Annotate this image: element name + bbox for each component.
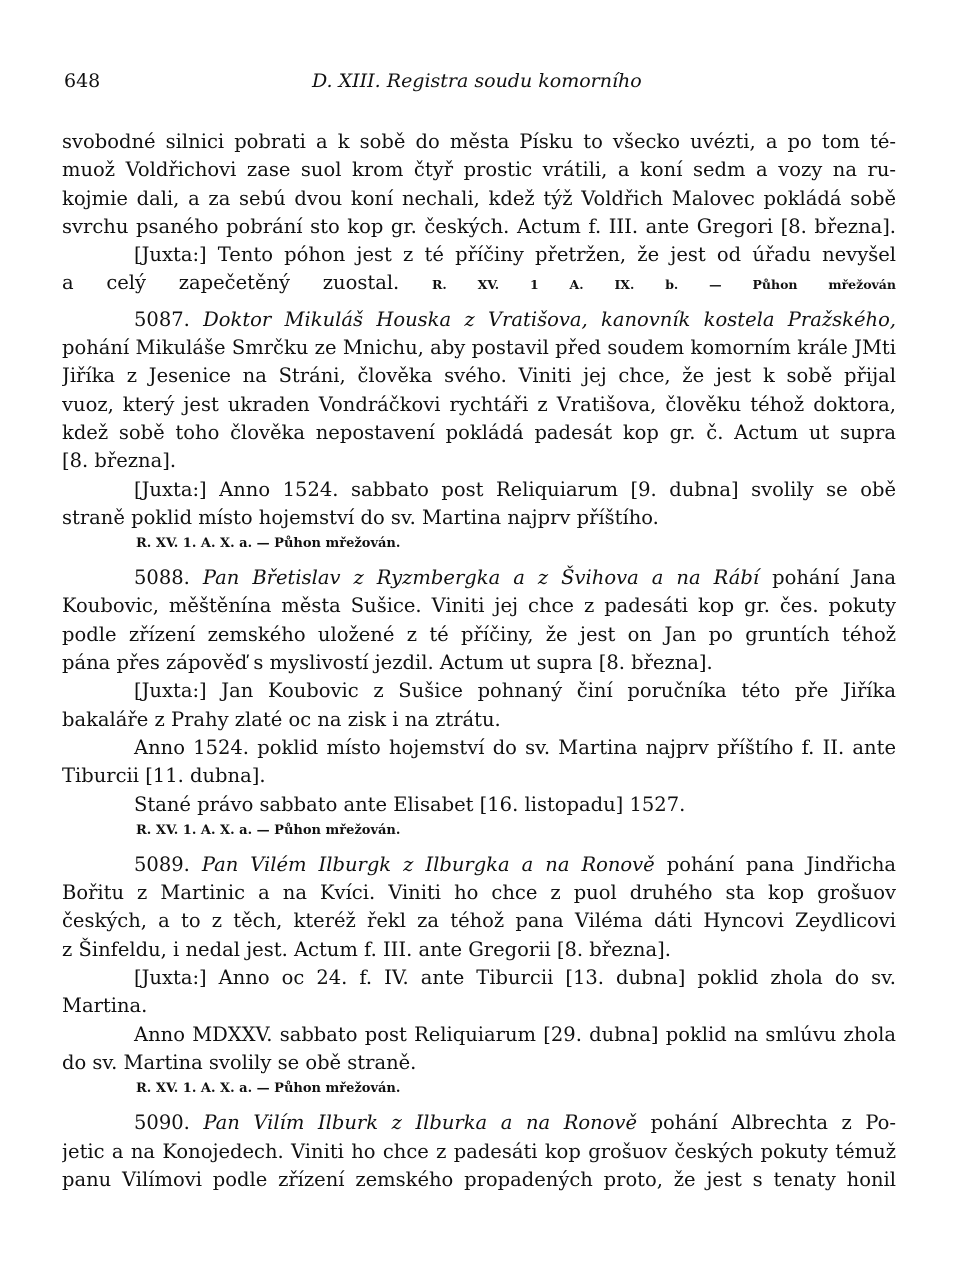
text-line: [Juxta:] Jan Koubovic z Sušice pohnaný činí poručníka této pře Jiříka	[134, 679, 896, 703]
body-text	[62, 128, 896, 1194]
text-line: jetic a na Konojedech. Viniti ho chce z padesáti kop grošuov českých pokuty témuž	[62, 1139, 896, 1163]
text-line: Martina.	[62, 994, 148, 1018]
text-line: do sv. Martina svolily se obě straně.	[62, 1050, 417, 1074]
text-span: pohání pana Jindřicha	[666, 852, 896, 876]
text-line: [Juxta:] Tento póhon jest z té příčiny přetržen, že jest od úřadu nevyšel	[134, 243, 896, 267]
register-reference: R. XV. 1 A. IX. b. — Půhon mřežován	[431, 277, 896, 293]
text-line: českých, a to z těch, kteréž řekl za téhož pana Viléma dáti Hyncovi Zeydlicovi	[62, 909, 896, 933]
entry-5090	[62, 1109, 896, 1137]
text-line: Tiburcii [11. dubna].	[62, 764, 266, 788]
text-line: Bořitu z Martinic a na Kvíci. Viniti ho chce z puol druhého sta kop grošuov	[62, 881, 896, 905]
text-line: kdež sobě toho člověka nepostavení pokládá padesát kop gr. č. Actum ut supra	[62, 420, 896, 444]
text-line: [Juxta:] Anno oc 24. f. IV. ante Tiburcii [13. dubna] poklid zhola do sv.	[134, 966, 896, 990]
entry-plaintiff: Pan Břetislav z Ryzmbergka a z Švihova a na Rábí	[202, 566, 760, 590]
text-line: pána přes zápověď s myslivostí jezdil. Actum ut supra [8. března].	[62, 651, 713, 675]
text-line: vuoz, který jest ukraden Vondráčkovi rychtáři z Vratišova, člověku téhož doktora,	[62, 392, 896, 416]
entry-number: 5089.	[134, 852, 190, 876]
entry-5089	[62, 851, 896, 879]
entry-number: 5088.	[134, 566, 190, 590]
text-span: a celý zapečetěný zuostal.	[62, 271, 400, 295]
text-span: pohání Albrechta z Po-	[650, 1111, 896, 1135]
text-line: straně poklid místo hojemství do sv. Martina najprv příštího.	[62, 505, 659, 529]
text-line: Stané právo sabbato ante Elisabet [16. listopadu] 1527.	[134, 792, 686, 816]
entry-plaintiff: Doktor Mikuláš Houska z Vratišova, kanovník kostela Pražského,	[203, 307, 896, 331]
text-line: pohání Mikuláše Smrčku ze Mnichu, aby postavil před soudem komorním krále JMti	[62, 336, 896, 360]
text-line: bakaláře z Prahy zlaté oc na zisk i na ztrátu.	[62, 707, 501, 731]
entry-5088	[62, 564, 896, 592]
entry-plaintiff: Pan Vilím Ilburk z Ilburka a na Ronově	[203, 1111, 637, 1135]
running-title: D. XIII. Registra soudu komorního	[312, 70, 642, 92]
entry-5087	[62, 306, 896, 334]
register-reference: R. XV. 1. A. X. a. — Půhon mřežován.	[136, 536, 401, 552]
text-line: muož Voldřichovi zase suol krom čtyř prostic vrátili, a koní sedm a vozy na ru-	[62, 158, 896, 182]
text-line: z Šinfeldu, i nedal jest. Actum f. III. ante Gregorii [8. března].	[62, 937, 671, 961]
text-line: svrchu psaného pobrání sto kop gr. českých. Actum f. III. ante Gregori [8. března].	[62, 214, 896, 238]
text-line: svobodné silnici pobrati a k sobě do města Písku to všecko uvézti, a po tom té-	[62, 130, 896, 153]
text-line: Anno MDXXV. sabbato post Reliquiarum [29. dubna] poklid na smlúvu zhola	[134, 1022, 896, 1046]
register-reference: R. XV. 1. A. X. a. — Půhon mřežován.	[136, 1081, 401, 1097]
text-line	[62, 269, 896, 297]
entry-number: 5087.	[134, 307, 190, 331]
text-line: [8. března].	[62, 449, 177, 473]
register-reference: R. XV. 1. A. X. a. — Půhon mřežován.	[136, 822, 401, 838]
text-line: panu Vilímovi podle zřízení zemského propadených proto, že jest s tenaty honil	[62, 1167, 896, 1191]
text-line: podle zřízení zemského uložené z té příčiny, že jest on Jan po gruntích téhož	[62, 622, 896, 646]
text-line: [Juxta:] Anno 1524. sabbato post Reliquiarum [9. dubna] svolily se obě	[134, 477, 896, 501]
text-line: Koubovic, měštěnína města Sušice. Viniti jej chce z padesáti kop gr. čes. pokuty	[62, 594, 896, 618]
text-line: Jiříka z Jesenice na Stráni, člověka svého. Viniti jej chce, že jest k sobě přijal	[62, 364, 896, 388]
entry-number: 5090.	[134, 1111, 190, 1135]
text-line: Anno 1524. poklid místo hojemství do sv. Martina najprv příštího f. II. ante	[134, 735, 896, 759]
page-number: 648	[64, 70, 101, 92]
page-header	[0, 70, 960, 100]
entry-plaintiff: Pan Vilém Ilburgk z Ilburgka a na Ronově	[201, 852, 655, 876]
text-span: pohání Jana	[772, 566, 896, 590]
text-line: kojmie dali, a za sebú dvou koní nechali, kdež týž Voldřich Malovec pokládá sobě	[62, 186, 896, 210]
